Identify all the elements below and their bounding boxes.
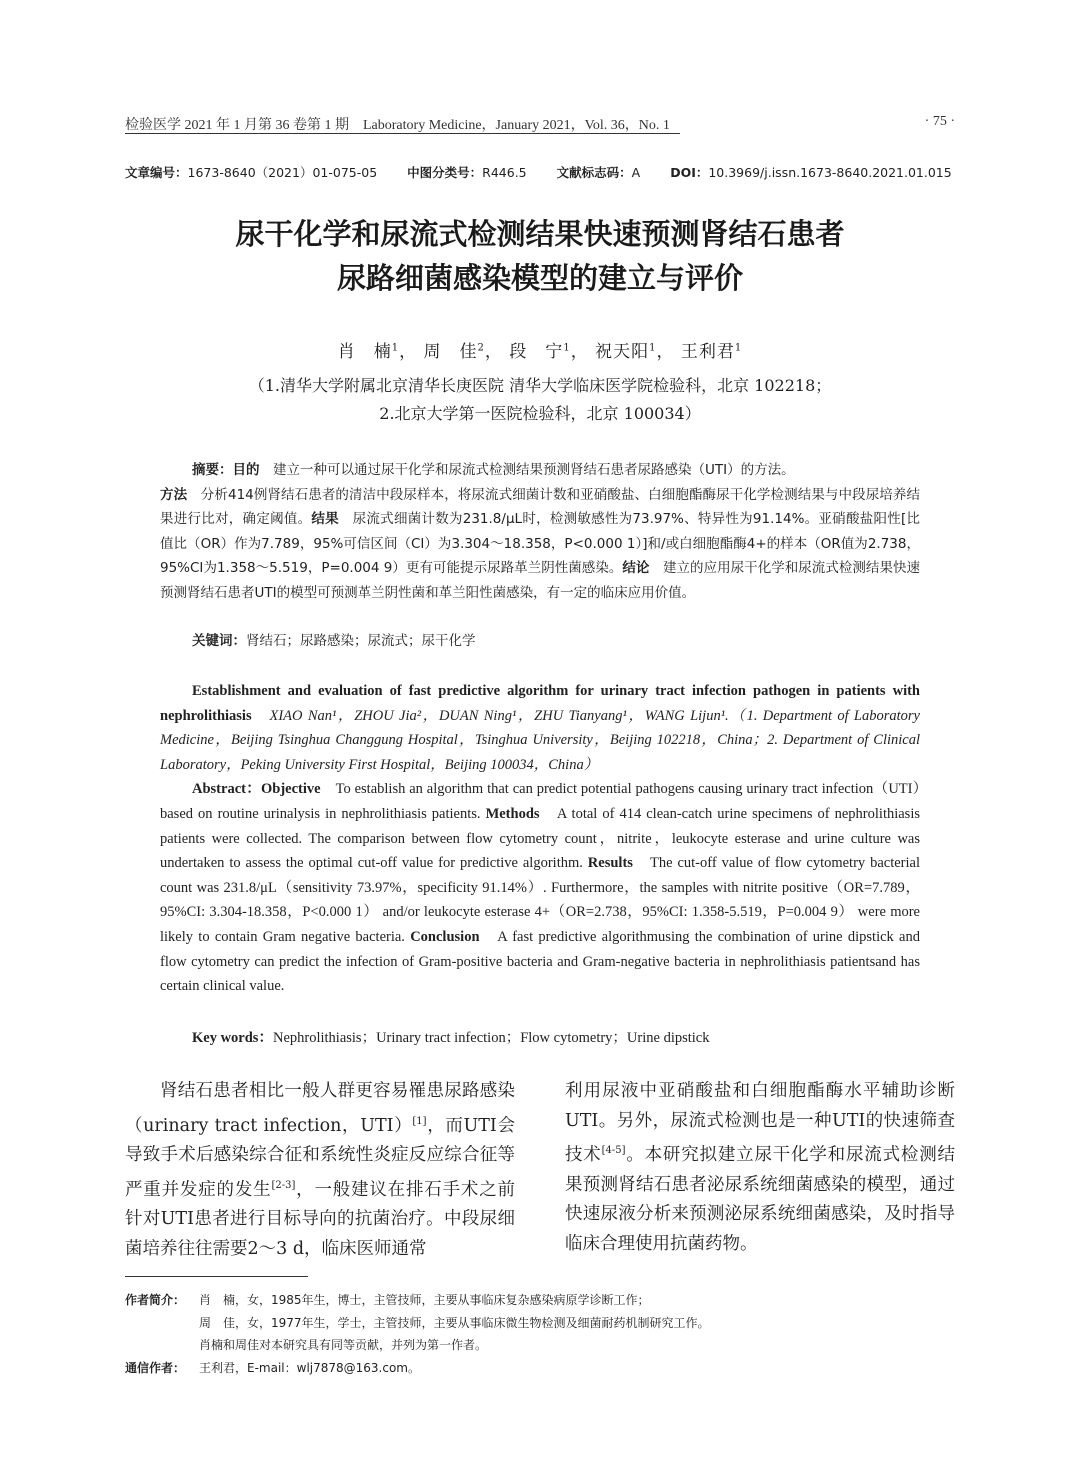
- en-conclusion-text: A fast predictive algorithmusing the combination of urine dipstick and flow cytometry can predict the infection of Gram-positive bacteria and Gram-negative bacteria in nephrolithiasis patientsand has certain clinical value.: [160, 928, 920, 995]
- clc-number: R446.5: [482, 165, 527, 180]
- conclusion-text: 建立的应用尿干化学和尿流式检测结果快速预测肾结石患者UTI的模型可预测革兰阴性菌和革兰阳性菌感染，有一定的临床应用价值。: [160, 560, 921, 601]
- author-affil-mark: 1: [563, 342, 571, 354]
- en-methods-text: A total of 414 clean-catch urine specimens of nephrolithiasis patients were collected. The comparison between flow cytometry count，nitrite，leukocyte esterase and urine culture was undertaken to assess the optimal cut-off value for predictive algorithm.: [160, 805, 920, 872]
- citation-ref[interactable]: [1]: [412, 1115, 427, 1127]
- author-intro-2: 周 佳，女，1977年生，学士，主管技师，主要从事临床微生物检测及细菌耐药机制研究工作。: [199, 1315, 710, 1330]
- corresponding-author[interactable]: 王利君，E-mail：wlj7878@163.com。: [199, 1360, 420, 1375]
- methods-text: 分析414例肾结石患者的清洁中段尿样本，将尿流式细菌计数和亚硝酸盐、白细胞酯酶尿干化学检测结果与中段尿培养结果进行比对，确定阈值。: [160, 486, 920, 527]
- footnote-rule: [125, 1276, 308, 1277]
- author-name: 肖 楠: [337, 342, 392, 362]
- en-objective-label: Objective: [261, 781, 321, 798]
- citation-ref[interactable]: [2-3]: [271, 1179, 296, 1191]
- doi-link[interactable]: 10.3969/j.issn.1673-8640.2021.01.015: [708, 165, 952, 180]
- affiliation-line-1: （1.清华大学附属北京清华长庚医院 清华大学临床医学院检验科，北京 102218；: [248, 376, 832, 395]
- doc-code: A: [631, 165, 641, 180]
- doc-code-label: 文献标志码：: [556, 165, 632, 180]
- journal-line: 检验医学 2021 年 1 月第 36 卷第 1 期 Laboratory Medicine，January 2021，Vol. 36，No. 1: [125, 118, 670, 133]
- keywords-label: 关键词：: [192, 633, 246, 649]
- keywords-text: 肾结石；尿路感染；尿流式；尿干化学: [246, 633, 476, 649]
- abstract-english: [160, 679, 920, 999]
- author-intro-1: 肖 楠，女，1985年生，博士，主管技师，主要从事临床复杂感染病原学诊断工作；: [199, 1293, 650, 1307]
- en-results-text: The cut-off value of flow cytometry bacterial count was 231.8/μL（sensitivity 73.97%，specificity 91.14%）. Furthermore，the samples with nitrite positive（OR=7.789，95%CI: 3.304-18.358，P<0.000 1） and/or leukocyte esterase 4+（OR=2.738，95%CI: 1.358-5.519，P=0.004 9） were more likely to contain Gram negative bacteria.: [160, 855, 920, 945]
- header-rule: [125, 133, 680, 134]
- author-name: 祝天阳: [595, 342, 650, 362]
- en-results-label: Results: [587, 855, 633, 872]
- author-name: 周 佳: [423, 342, 478, 362]
- citation-ref[interactable]: [4-5]: [601, 1145, 626, 1157]
- author-intro-3: 肖楠和周佳对本研究具有同等贡献，并列为第一作者。: [199, 1338, 488, 1352]
- author-affil-mark: 1: [649, 342, 657, 354]
- english-authors: XIAO Nan¹，ZHOU Jia²，DUAN Ning¹，ZHU Tianyang¹，WANG Lijun¹.: [251, 707, 729, 724]
- keywords-chinese: [192, 629, 476, 649]
- author-name: 王利君: [680, 342, 735, 362]
- doi-label: DOI：: [670, 165, 709, 180]
- english-title: Establishment and evaluation of fast predictive algorithm for urinary tract infection pathogen in patients with nephrolithiasis: [160, 683, 920, 724]
- clc-label: 中图分类号：: [407, 165, 483, 180]
- body-text: ，一般建议在排石手术之前针对UTI患者进行目标导向的抗菌治疗。中段尿细菌培养往往需要2～3 d，临床医师通常: [125, 1179, 515, 1259]
- author-affil-mark: 2: [477, 342, 485, 354]
- en-methods-label: Methods: [485, 805, 540, 822]
- body-text: 肾结石患者相比一般人群更容易罹患尿路感染（urinary tract infection，UTI）: [125, 1081, 515, 1136]
- conclusion-label: 结论: [622, 560, 650, 576]
- objective-text: 建立一种可以通过尿干化学和尿流式检测结果预测肾结石患者尿路感染（UTI）的方法。: [259, 462, 795, 478]
- page-number: · 75 ·: [924, 114, 955, 129]
- paper-title: [100, 212, 980, 300]
- en-objective-text: To establish an algorithm that can predict potential pathogens causing urinary tract infection（UTI）based on routine urinalysis in nephrolithiasis patients.: [160, 781, 920, 822]
- body-column-left: [125, 1077, 515, 1264]
- abstract-label: 摘要：: [192, 462, 233, 478]
- abstract-chinese: [160, 458, 920, 605]
- en-keywords-label: Key words：: [192, 1030, 273, 1046]
- author-affil-mark: 1: [734, 342, 743, 354]
- keywords-english: [192, 1026, 709, 1047]
- title-line-1: 尿干化学和尿流式检测结果快速预测肾结石患者: [235, 217, 845, 251]
- author-affil-mark: 1: [391, 342, 400, 354]
- article-no: 1673-8640（2021）01-075-05: [187, 165, 378, 180]
- affiliations: [100, 372, 980, 428]
- author-list: 肖 楠$^1$， 周 佳$^2$， 段 宁$^1$， 祝天阳$^1$， 王利君$^1$: [337, 342, 743, 362]
- body-text: ，而UTI会导致手术后感染综合征和系统性炎症反应综合征等严重并发症的发生: [125, 1115, 515, 1200]
- en-keywords-text: Nephrolithiasis；Urinary tract infection；Flow cytometry；Urine dipstick: [272, 1030, 710, 1046]
- en-conclusion-label: Conclusion: [410, 928, 480, 945]
- results-label: 结果: [311, 511, 339, 527]
- author-name: 段 宁: [509, 342, 564, 362]
- article-no-label: 文章编号：: [125, 165, 188, 180]
- author-intro-label: 作者简介：: [125, 1293, 186, 1307]
- results-text: 尿流式细菌计数为231.8/μL时，检测敏感性为73.97%、特异性为91.14%。亚硝酸盐阳性[比值比（OR）作为7.789，95%可信区间（CI）为3.304～18.358，P<0.000 1）]和/或白细胞酯酶4+的样本（OR值为2.738，95%CI为1.358～5.519，P=0.004 9）更有可能提示尿路革兰阴性菌感染。: [160, 511, 921, 576]
- english-affiliation: （1. Department of Laboratory Medicine，Beijing Tsinghua Changgung Hospital，Tsinghua University，Beijing 102218，China；2. Department of Clinical Laboratory，Peking University First Hospital，Beijing 100034，China）: [160, 707, 920, 773]
- methods-label: 方法: [160, 486, 188, 503]
- running-header: [125, 112, 955, 134]
- en-abstract-label: Abstract：: [192, 781, 261, 798]
- body-column-right: [565, 1077, 955, 1259]
- body-text: 利用尿液中亚硝酸盐和白细胞酯酶水平辅助诊断UTI。另外，尿流式检测也是一种UTI的快速筛查技术: [565, 1081, 955, 1166]
- affiliation-line-2: 2.北京大学第一医院检验科，北京 100034）: [379, 404, 701, 423]
- article-meta: [125, 163, 955, 181]
- body-text: 。本研究拟建立尿干化学和尿流式检测结果预测肾结石患者泌尿系统细菌感染的模型，通过快速尿液分析来预测泌尿系统细菌感染，及时指导临床合理使用抗菌药物。: [565, 1145, 955, 1254]
- footnotes: [125, 1289, 955, 1379]
- objective-label: 目的: [232, 462, 260, 478]
- corresponding-label: 通信作者：: [125, 1360, 186, 1375]
- title-line-2: 尿路细菌感染模型的建立与评价: [336, 261, 743, 295]
